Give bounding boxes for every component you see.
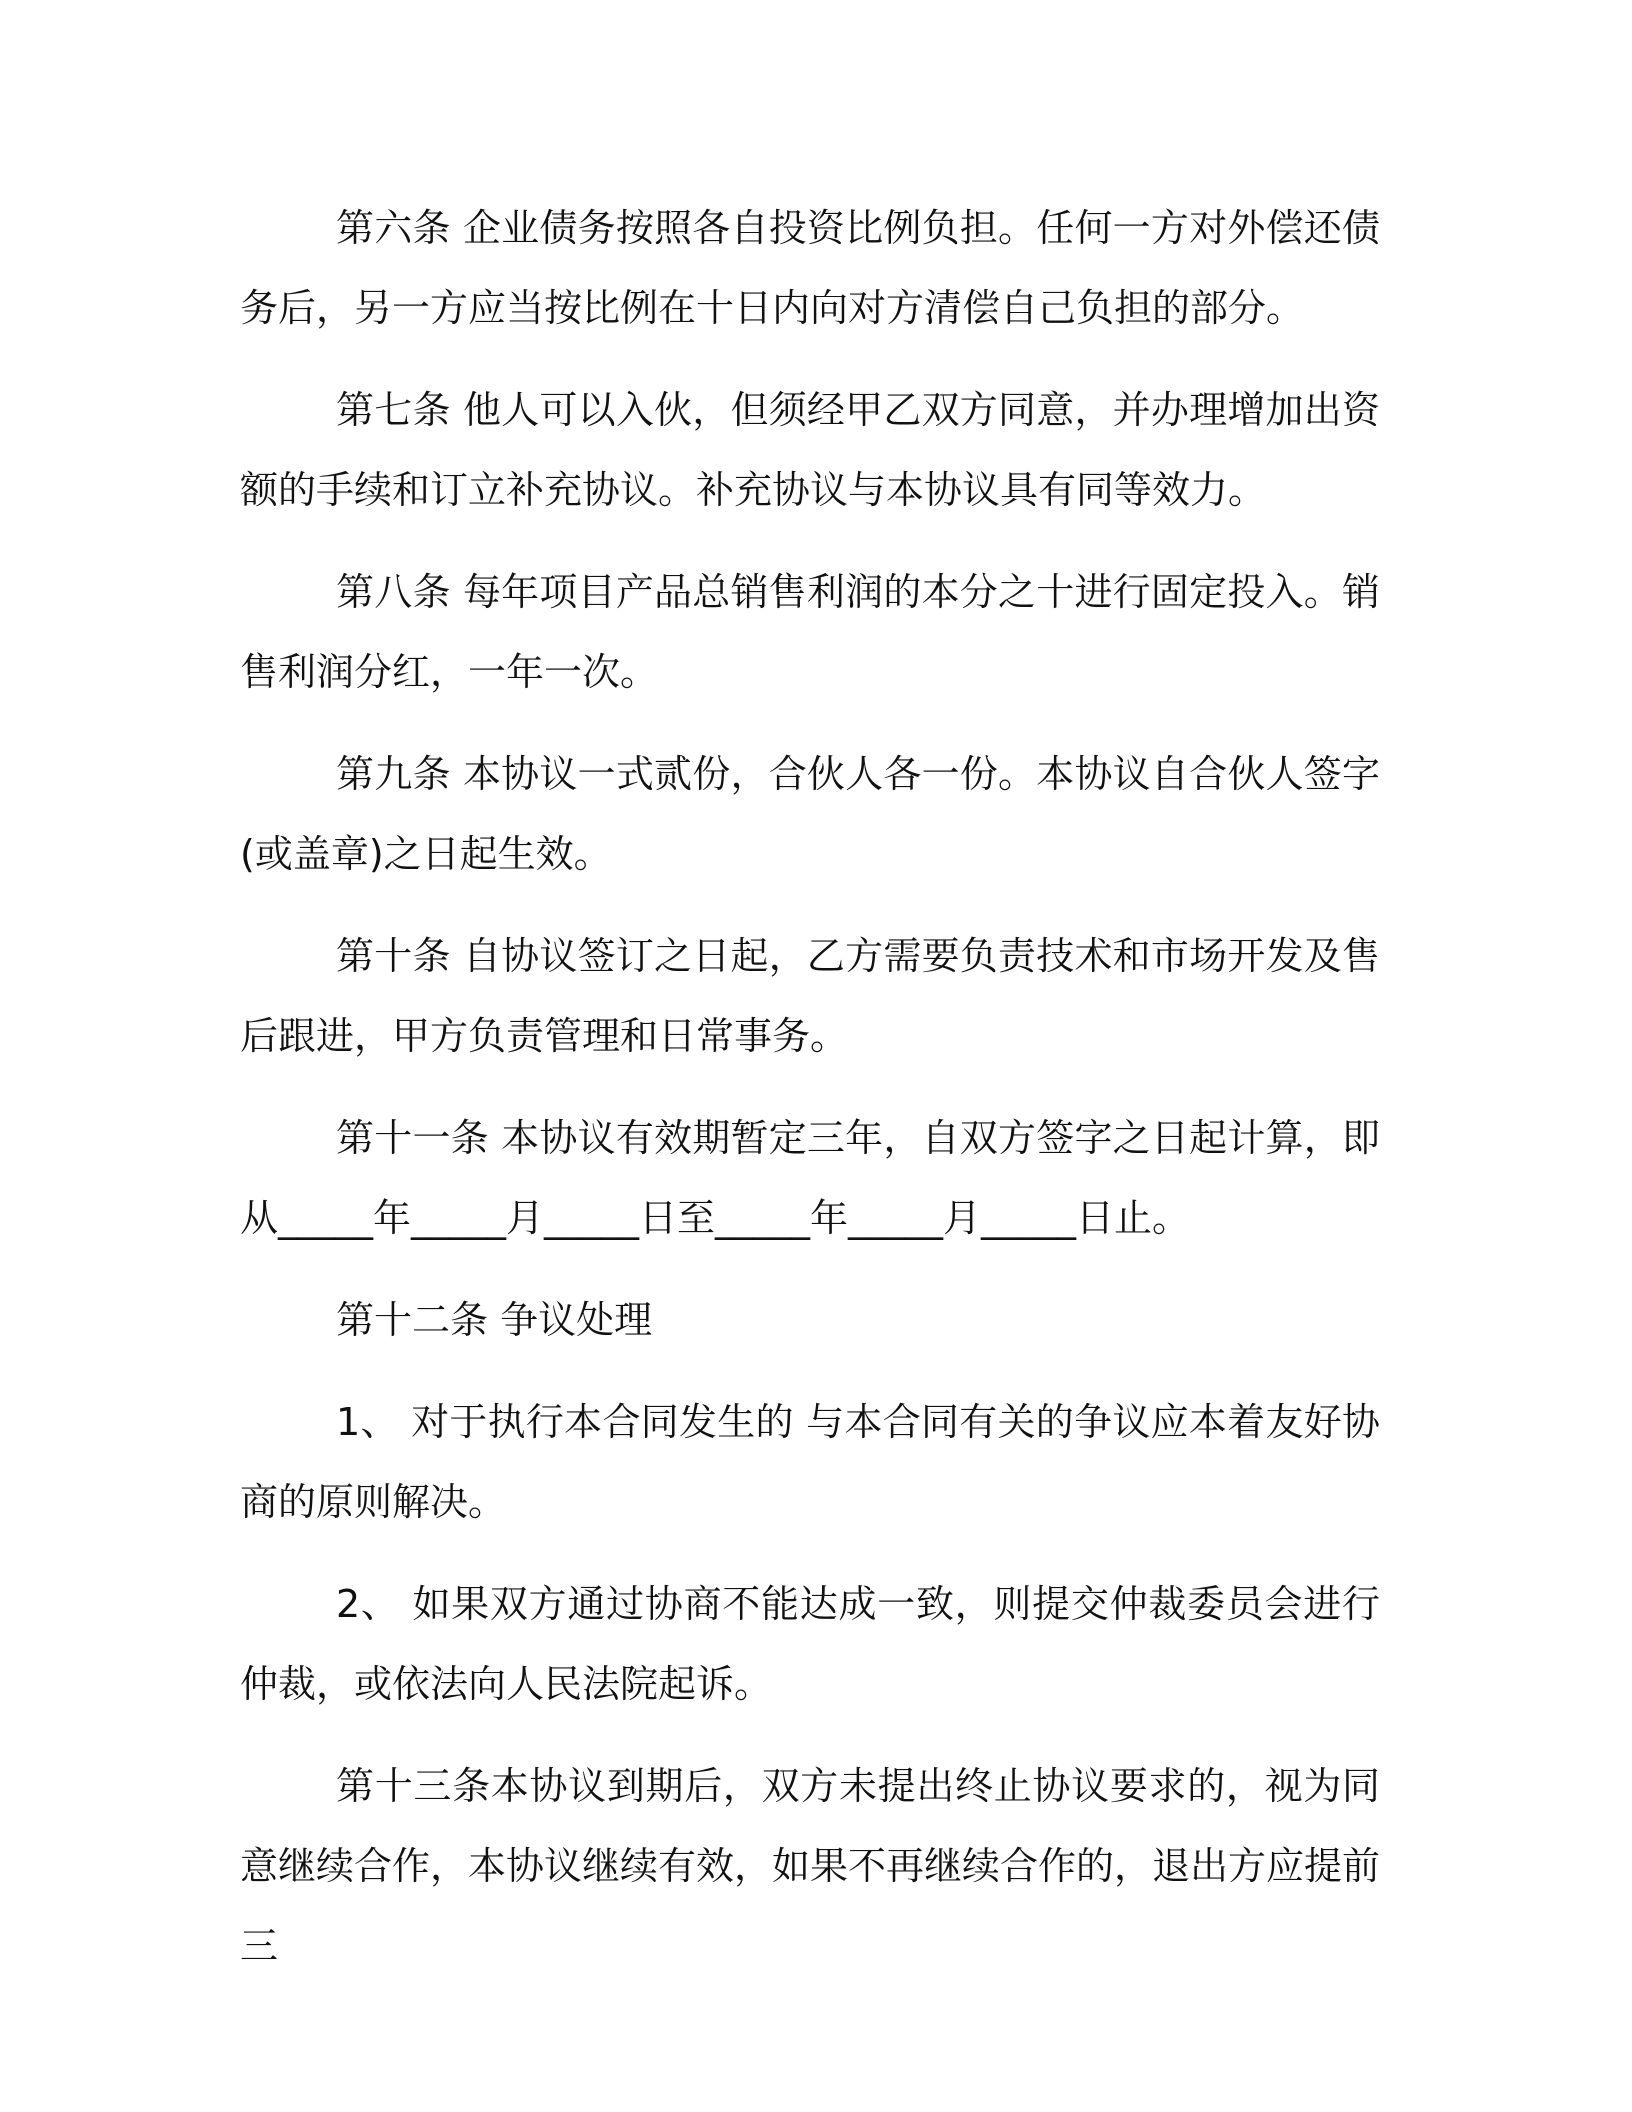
article-7: 第七条 他人可以入伙，但须经甲乙双方同意，并办理增加出资额的手续和订立补充协议。补充协议与本协议具有同等效力。	[240, 388, 1380, 512]
article-9: 第九条 本协议一式贰份，合伙人各一份。本协议自合伙人签字(或盖章)之日起生效。	[240, 752, 1380, 876]
article-12-item-1: 1、 对于执行本合同发生的 与本合同有关的争议应本着友好协商的原则解决。	[240, 1400, 1380, 1524]
document-body	[240, 188, 1380, 2008]
article-12-heading: 第十二条 争议处理	[336, 1298, 653, 1342]
article-6: 第六条 企业债务按照各自投资比例负担。任何一方对外偿还债务后，另一方应当按比例在十日内向对方清偿自己负担的部分。	[240, 206, 1380, 330]
article-10: 第十条 自协议签订之日起，乙方需要负责技术和市场开发及售后跟进，甲方负责管理和日常事务。	[240, 934, 1380, 1058]
article-8: 第八条 每年项目产品总销售利润的本分之十进行固定投入。销售利润分红，一年一次。	[240, 570, 1380, 694]
article-12-item-2: 2、 如果双方通过协商不能达成一致，则提交仲裁委员会进行仲裁，或依法向人民法院起诉。	[240, 1582, 1380, 1706]
article-11: 第十一条 本协议有效期暂定三年，自双方签字之日起计算，即从_____年_____月_____日至_____年_____月_____日止。	[240, 1116, 1380, 1240]
article-13: 第十三条本协议到期后，双方未提出终止协议要求的，视为同意继续合作，本协议继续有效，如果不再继续合作的，退出方应提前三	[240, 1764, 1381, 1968]
